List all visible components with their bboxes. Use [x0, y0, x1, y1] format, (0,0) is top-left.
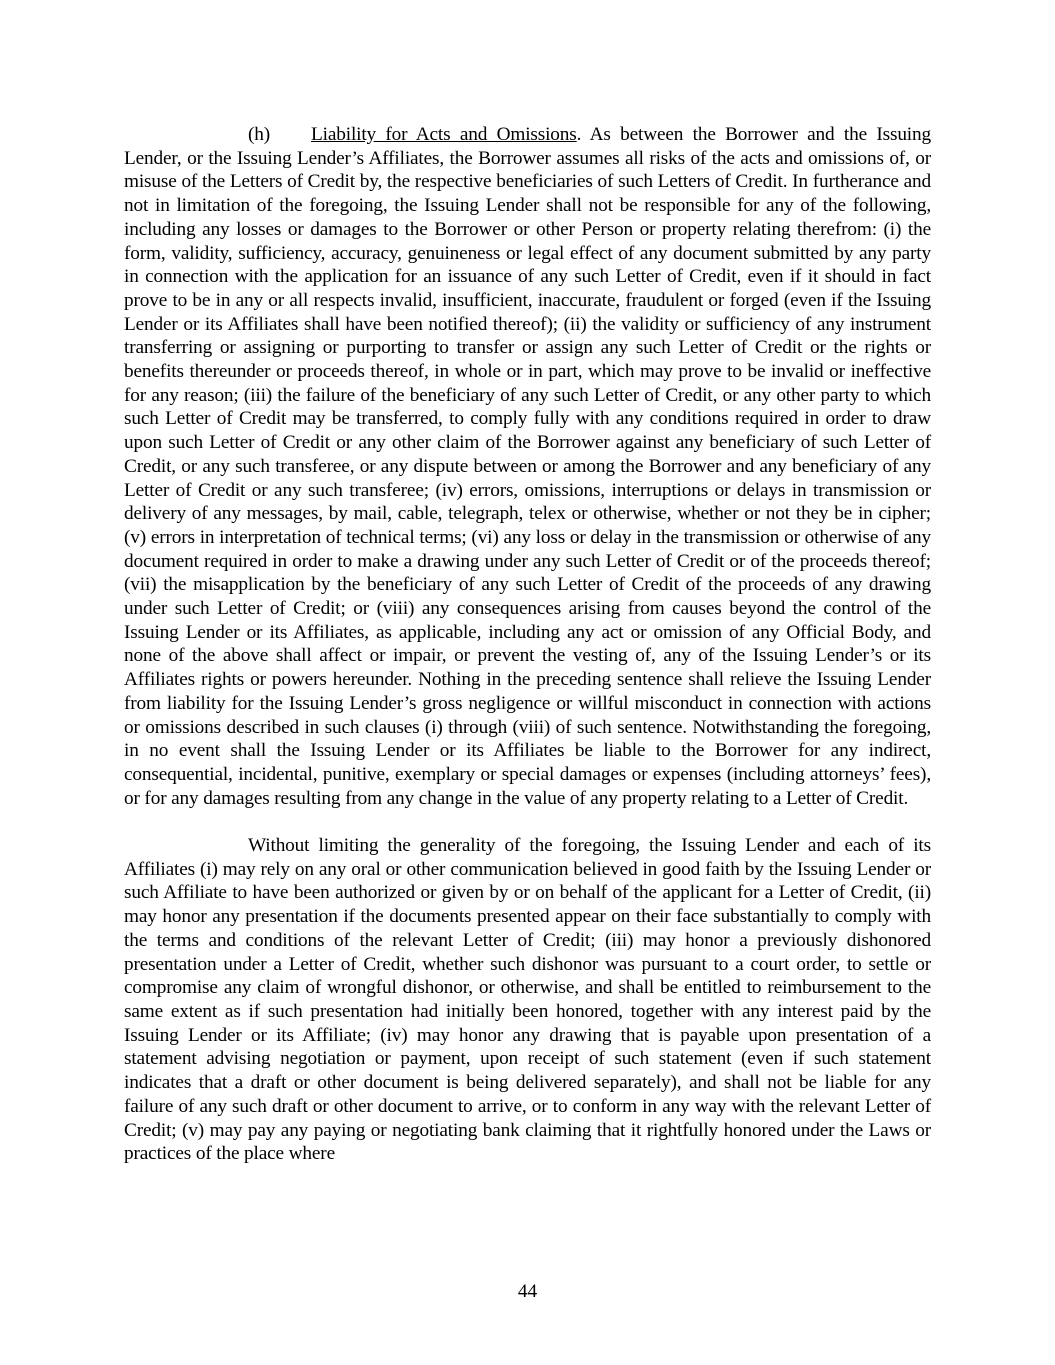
paragraph-body: . As between the Borrower and the Issuing Lender, or the Issuing Lender’s Affiliates, the Borrower assumes all risks of the acts and omissions of, or misuse of the Letters of Credit by, the respective beneficiaries of such Letters of Credit. In furtherance and not in limitation of the foregoing, the Issuing Lender shall not be responsible for any of the following, including any losses or damages to the Borrower or other Person or property relating therefrom: (i) the form, validity, sufficiency, accuracy, genuineness or legal effect of any document submitted by any party in connection with the application for an issuance of any such Letter of Credit, even if it should in fact prove to be in any or all respects invalid, insufficient, inaccurate, fraudulent or forged (even if the Issuing Lender or its Affiliates shall have been notified thereof); (ii) the validity or sufficiency of any instrument transferring or assigning or purporting to transfer or assign any such Letter of Credit or the rights or benefits thereunder or proceeds thereof, in whole or in part, which may prove to be invalid or ineffective for any reason; (iii) the failure of the beneficiary of any such Letter of Credit, or any other party to which such Letter of Credit may be transferred, to comply fully with any conditions required in order to draw upon such Letter of Credit or any other claim of the Borrower against any beneficiary of such Letter of Credit, or any such transferee, or any dispute between or among the Borrower and any beneficiary of any Letter of Credit or any such transferee; (iv) errors, omissions, interruptions or delays in transmission or delivery of any messages, by mail, cable, telegraph, telex or otherwise, whether or not they be in cipher; (v) errors in interpretation of technical terms; (vi) any loss or delay in the transmission or otherwise of any document required in order to make a drawing under any such Letter of Credit or of the proceeds thereof; (vii) the misapplication by the beneficiary of any such Letter of Credit of the proceeds of any drawing under such Letter of Credit; or (viii) any consequences arising from causes beyond the control of the Issuing Lender or its Affiliates, as applicable, including any act or omission of any Official Body, and none of the above shall affect or impair, or prevent the vesting of, any of the Issuing Lender’s or its Affiliates rights or powers hereunder. Nothing in the preceding sentence shall relieve the Issuing Lender from liability for the Issuing Lender’s gross negligence or willful misconduct in connection with actions or omissions described in such clauses (i) through (viii) of such sentence. Notwithstanding the foregoing, in no event shall the Issuing Lender or its Affiliates be liable to the Borrower for any indirect, consequential, incidental, punitive, exemplary or special damages or expenses (including attorneys’ fees), or for any damages resulting from any change in the value of any property relating to a Letter of Credit.: [124, 124, 931, 809]
document-page: [124, 123, 931, 1166]
paragraph-without-limiting: [124, 834, 931, 1166]
clause-label: (h): [248, 124, 271, 145]
section-heading: Liability for Acts and Omissions: [311, 124, 577, 145]
paragraph-body: Without limiting the generality of the foregoing, the Issuing Lender and each of its Affiliates (i) may rely on any oral or other communication believed in good faith by the Issuing Lender or such Affiliate to have been authorized or given by or on behalf of the applicant for a Letter of Credit, (ii) may honor any presentation if the documents presented appear on their face substantially to comply with the terms and conditions of the relevant Letter of Credit; (iii) may honor a previously dishonored presentation under a Letter of Credit, whether such dishonor was pursuant to a court order, to settle or compromise any claim of wrongful dishonor, or otherwise, and shall be entitled to reimbursement to the same extent as if such presentation had initially been honored, together with any interest paid by the Issuing Lender or its Affiliate; (iv) may honor any drawing that is payable upon presentation of a statement advising negotiation or payment, upon receipt of such statement (even if such statement indicates that a draft or other document is being delivered separately), and shall not be liable for any failure of any such draft or other document to arrive, or to conform in any way with the relevant Letter of Credit; (v) may pay any paying or negotiating bank claiming that it rightfully honored under the Laws or practices of the place where: [124, 835, 931, 1165]
paragraph-liability: [124, 123, 931, 810]
page-number: 44: [517, 1281, 538, 1302]
